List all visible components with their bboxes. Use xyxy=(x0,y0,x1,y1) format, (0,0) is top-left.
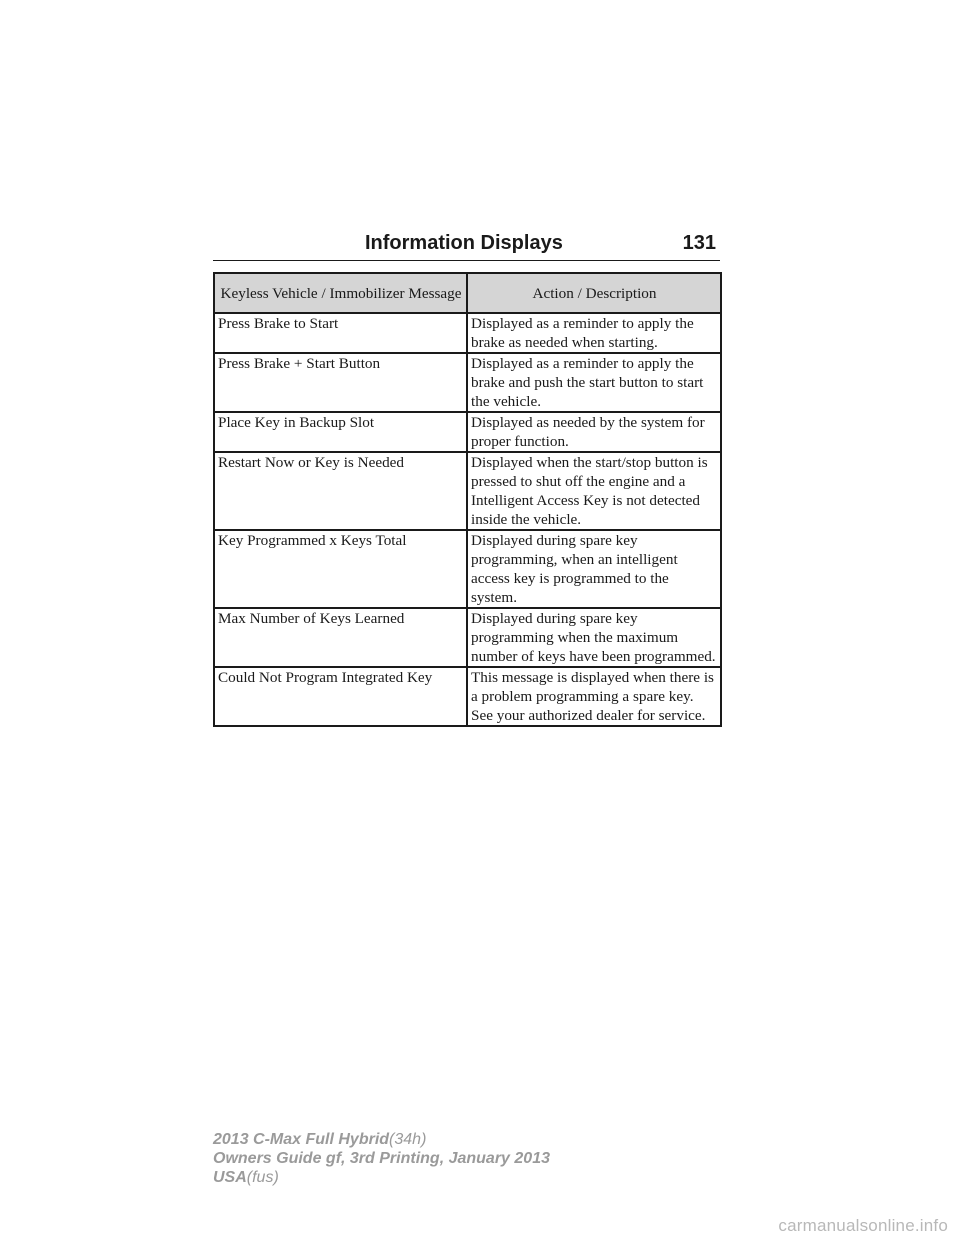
site-watermark: carmanualsonline.info xyxy=(778,1216,948,1235)
immobilizer-message-table xyxy=(213,272,722,727)
footer-model-name: 2013 C-Max Full Hybrid xyxy=(213,1131,390,1148)
page-number: 131 xyxy=(682,232,716,254)
section-title: Information Displays xyxy=(365,232,563,254)
footer-market: USA xyxy=(213,1169,247,1186)
message-cell: Key Programmed x Keys Total xyxy=(214,530,467,608)
footer-market-code: (fus) xyxy=(246,1169,279,1186)
description-cell: Displayed during spare key programming, when an intelligent access key is programmed to the system. xyxy=(467,530,721,608)
description-cell: Displayed as a reminder to apply the brake as needed when starting. xyxy=(467,313,721,353)
footer-line-model xyxy=(213,1130,550,1149)
description-cell: Displayed when the start/stop button is pressed to shut off the engine and a Intelligent Access Key is not detected inside the vehicle. xyxy=(467,452,721,530)
footer-line-edition xyxy=(213,1149,550,1168)
description-cell: This message is displayed when there is a problem programming a spare key. See your authorized dealer for service. xyxy=(467,667,721,726)
footer-model-code: (34h) xyxy=(389,1131,427,1148)
footer-edition: Owners Guide gf, 3rd Printing, January 2013 xyxy=(213,1150,550,1167)
table-header-row xyxy=(214,273,721,313)
message-cell: Press Brake + Start Button xyxy=(214,353,467,412)
table-row xyxy=(214,608,721,667)
table-row xyxy=(214,412,721,452)
message-cell: Max Number of Keys Learned xyxy=(214,608,467,667)
message-cell: Could Not Program Integrated Key xyxy=(214,667,467,726)
table-row xyxy=(214,667,721,726)
document-footer xyxy=(213,1130,550,1187)
message-cell: Press Brake to Start xyxy=(214,313,467,353)
table-row xyxy=(214,530,721,608)
header-divider xyxy=(213,260,720,261)
description-cell: Displayed during spare key programming when the maximum number of keys have been programmed. xyxy=(467,608,721,667)
table-row xyxy=(214,313,721,353)
table-row xyxy=(214,452,721,530)
column-header-description: Action / Description xyxy=(467,273,721,313)
page-header xyxy=(365,229,720,261)
table-row xyxy=(214,353,721,412)
column-header-message: Keyless Vehicle / Immobilizer Message xyxy=(214,273,467,313)
message-cell: Place Key in Backup Slot xyxy=(214,412,467,452)
footer-line-market xyxy=(213,1168,550,1187)
message-cell: Restart Now or Key is Needed xyxy=(214,452,467,530)
description-cell: Displayed as a reminder to apply the brake and push the start button to start the vehicle. xyxy=(467,353,721,412)
description-cell: Displayed as needed by the system for proper function. xyxy=(467,412,721,452)
